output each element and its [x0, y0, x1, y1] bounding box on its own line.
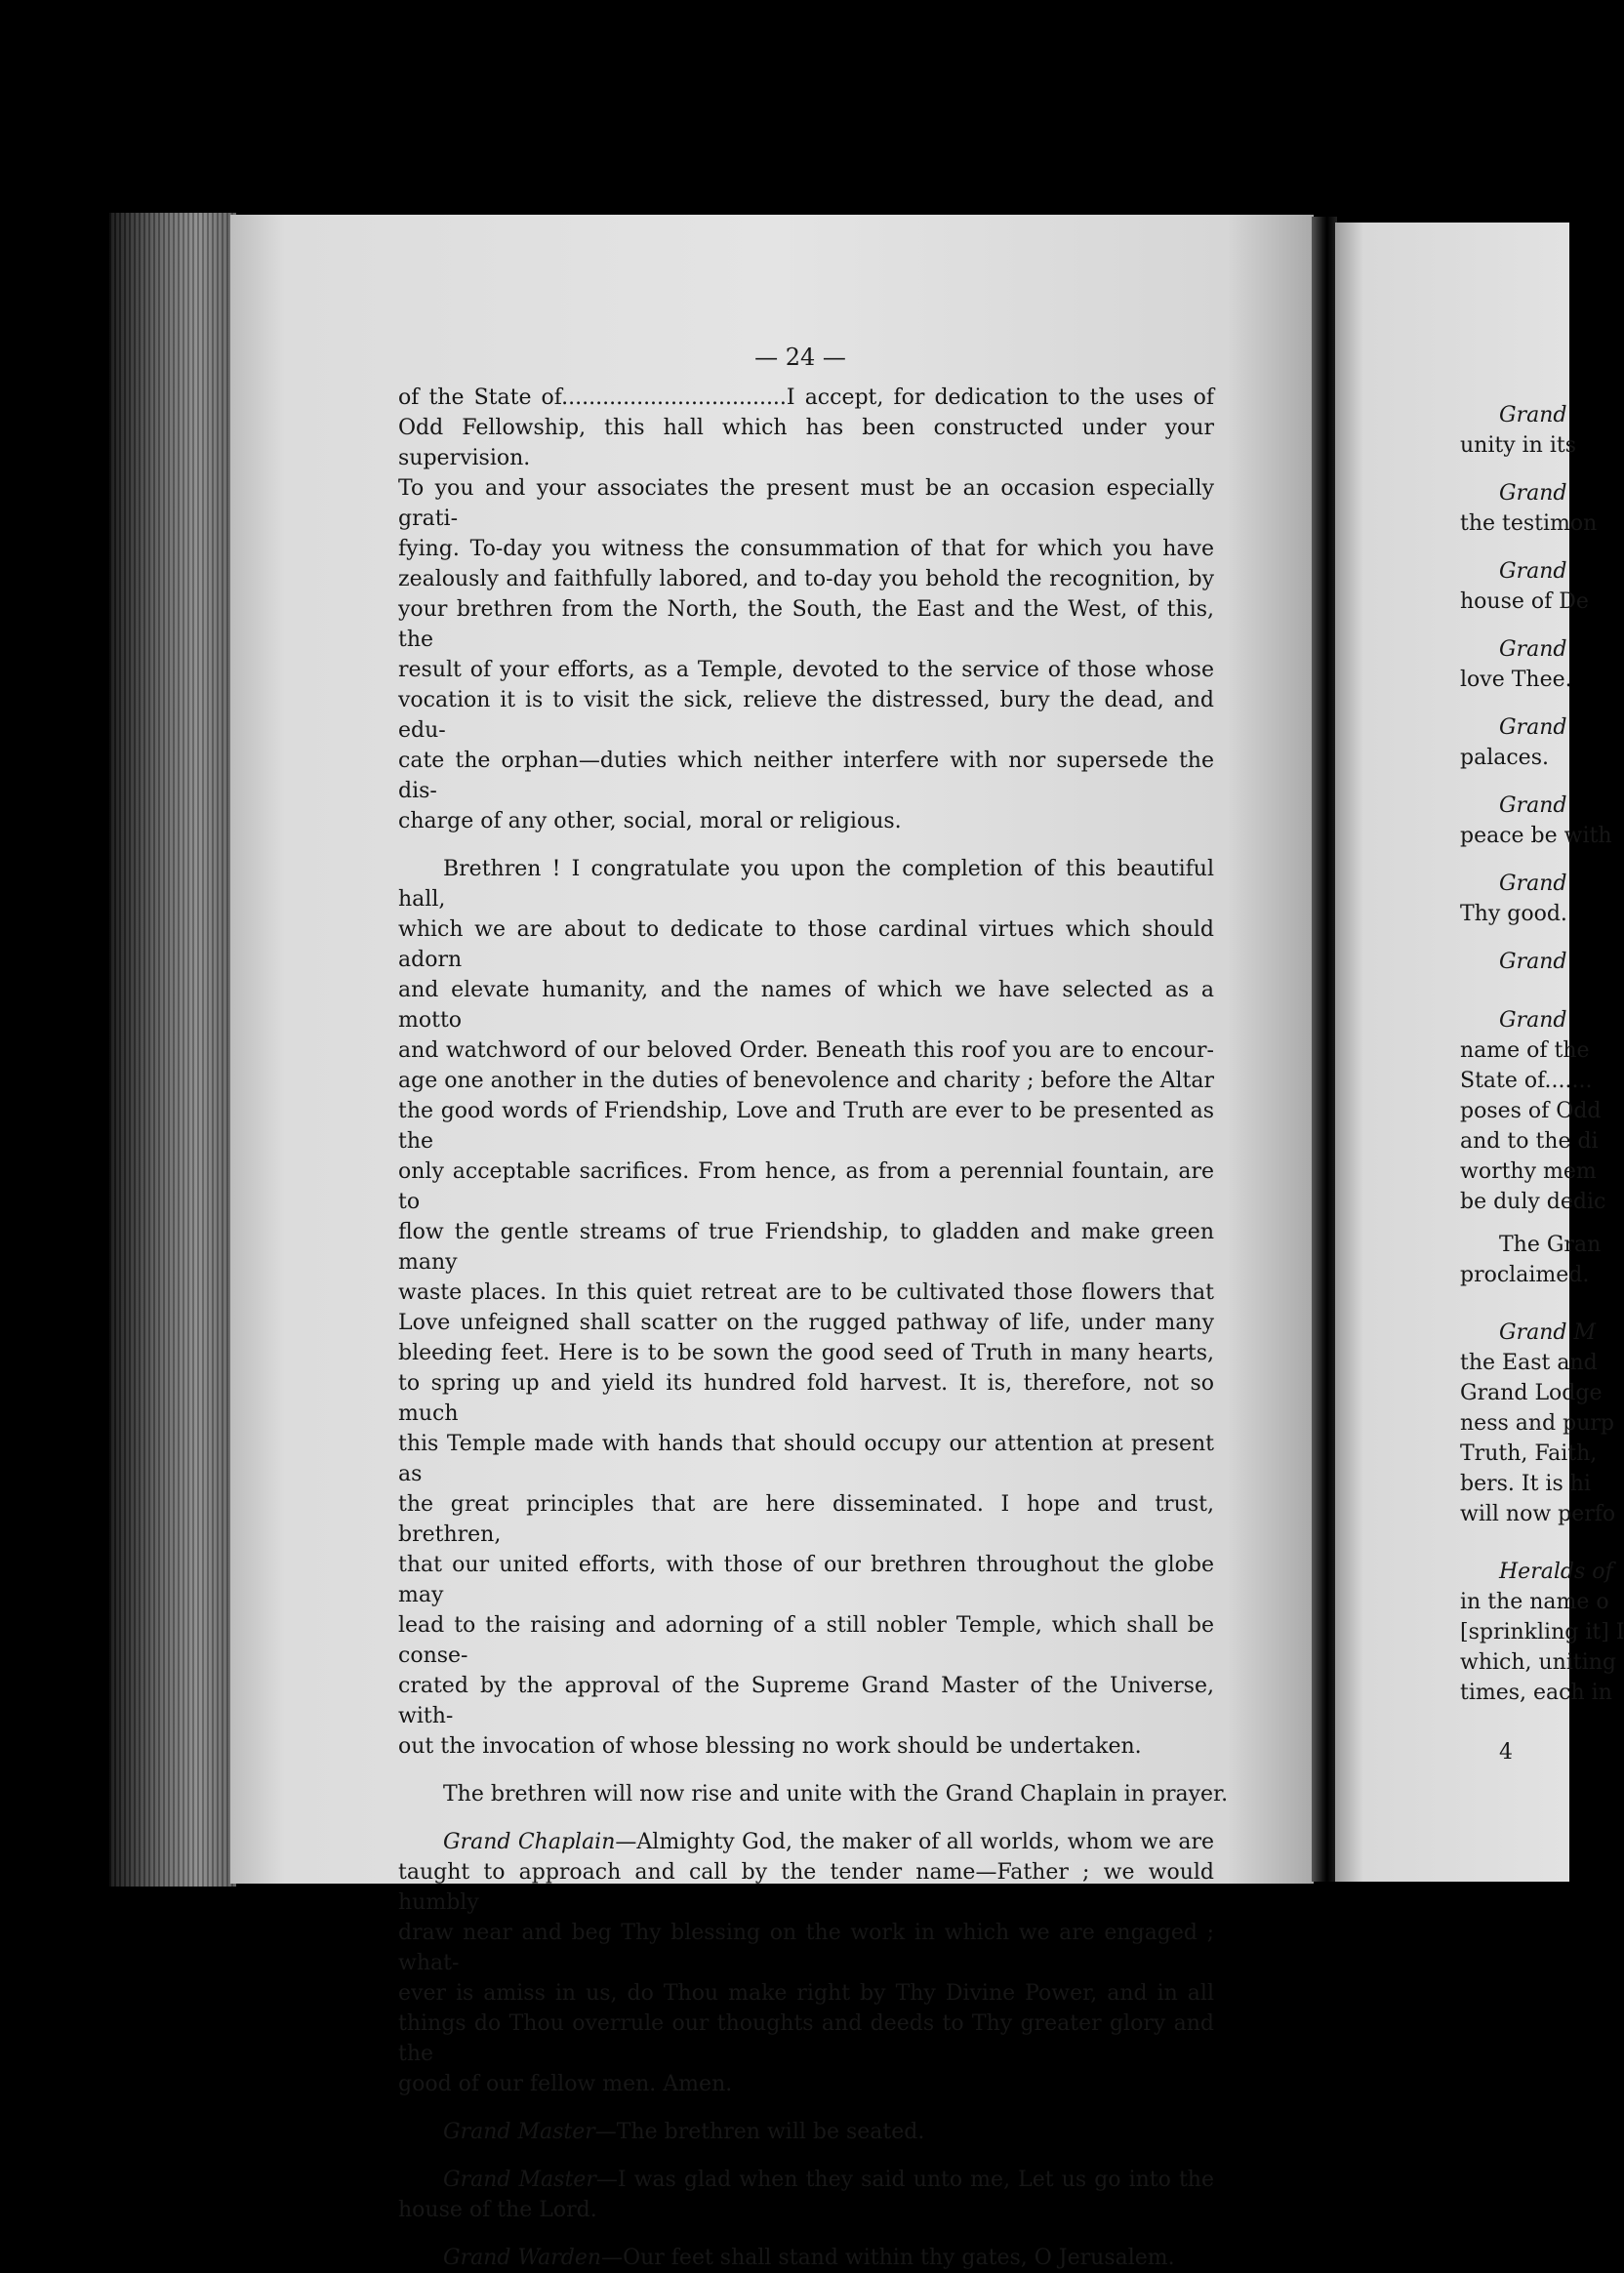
paragraph-rise: The brethren will now rise and unite with the Grand Chaplain in prayer. [443, 1782, 1229, 1806]
text-line: ever is amiss in us, do Thou make right by Thy Divine Power, and in all [398, 1981, 1214, 2006]
right-page-line: name of the [1460, 1038, 1590, 1063]
right-page-line: unity in its [1460, 433, 1577, 458]
text-line: things do Thou overrule our thoughts and deeds to Thy greater glory and the [398, 2011, 1214, 2066]
right-page-line: Grand [1499, 1008, 1567, 1033]
right-page-line: house of De [1460, 589, 1589, 614]
right-page-line: and to the di [1460, 1129, 1599, 1154]
right-page-line: Grand [1499, 793, 1567, 818]
text-line: Love unfeigned shall scatter on the rugged pathway of life, under many [398, 1311, 1214, 1335]
text-line: Grand Chaplain—Almighty God, the maker of all worlds, whom we are [443, 1830, 1214, 1854]
speaker-grand-chaplain: Grand Chaplain [443, 1830, 616, 1854]
right-page-line: Grand [1499, 715, 1567, 740]
right-page-line: love Thee. [1460, 668, 1572, 692]
left-page-text [398, 383, 1229, 2273]
speaker-grand-master: Grand Master [443, 2120, 595, 2144]
text-line: fying. To-day you witness the consummation of that for which you have [398, 537, 1214, 561]
right-page-line: which, uniting [1460, 1650, 1617, 1675]
right-page-line: Grand [1499, 637, 1567, 662]
right-page-line: in the name o [1460, 1590, 1609, 1614]
right-page-line: the East and [1460, 1351, 1598, 1375]
right-page-line: Grand [1499, 872, 1567, 896]
speaker-grand-master: Grand Master [443, 2168, 596, 2192]
text-line: and elevate humanity, and the names of which we have selected as a motto [398, 978, 1214, 1033]
page-number: — 24 — [754, 344, 846, 371]
book-gutter [1312, 217, 1337, 1882]
speaker-grand-warden: Grand Warden [443, 2246, 602, 2270]
text-line: zealously and faithfully labored, and to-day you behold the recognition, by [398, 567, 1214, 591]
paragraph-grand-master-2 [398, 2165, 1214, 2225]
text-line: lead to the raising and adorning of a still nobler Temple, which shall be conse- [398, 1613, 1214, 1668]
right-page-line: the testimon [1460, 511, 1598, 536]
right-page-line: 4 [1499, 1740, 1513, 1765]
text-line: waste places. In this quiet retreat are to be cultivated those flowers that [398, 1280, 1214, 1305]
paragraph-brethren [398, 854, 1214, 1762]
text-line: flow the gentle streams of true Friendship, to gladden and make green many [398, 1220, 1214, 1275]
right-page-line: times, each in [1460, 1681, 1612, 1705]
text-line: crated by the approval of the Supreme Grand Master of the Universe, with- [398, 1674, 1214, 1728]
text-line: out the invocation of whose blessing no work should be undertaken. [398, 1734, 1142, 1759]
text-line: bleeding feet. Here is to be sown the good seed of Truth in many hearts, [398, 1341, 1214, 1365]
text-line: vocation it is to visit the sick, relieve the distressed, bury the dead, and edu- [398, 688, 1214, 743]
text-line: good of our fellow men. Amen. [398, 2072, 733, 2096]
right-page-line: The Gran [1499, 1233, 1602, 1257]
text-line: and watchword of our beloved Order. Beneath this roof you are to encour- [398, 1038, 1214, 1063]
text-line: your brethren from the North, the South, the East and the West, of this, the [398, 597, 1214, 652]
right-page-line: be duly dedic [1460, 1190, 1606, 1214]
text-line: only acceptable sacrifices. From hence, as from a perennial fountain, are to [398, 1159, 1214, 1214]
right-page-line: worthy mem [1460, 1159, 1597, 1184]
right-page-line: Grand [1499, 559, 1567, 584]
right-page-line: Grand [1499, 481, 1567, 506]
text-line: charge of any other, social, moral or religious. [398, 809, 902, 833]
right-page-line: peace be with [1460, 824, 1612, 848]
right-page-line: will now perfo [1460, 1502, 1616, 1526]
right-page-line: poses of Odd [1460, 1099, 1602, 1123]
text-line: Grand Master—I was glad when they said unto me, Let us go into the [443, 2168, 1214, 2192]
paragraph-grand-master-1 [398, 2117, 1214, 2147]
grand-warden-line: —Our feet shall stand within thy gates, O Jerusalem. [601, 2246, 1175, 2270]
text-line: Brethren ! I congratulate you upon the completion of this beautiful hall, [398, 857, 1214, 912]
right-page-line: palaces. [1460, 746, 1549, 770]
right-page-line: ness and purp [1460, 1411, 1614, 1436]
text-line: of the State of.................................I accept, for dedication to the uses of [398, 386, 1214, 410]
right-page-line: Thy good. [1460, 902, 1567, 926]
text-line: cate the orphan—duties which neither interfere with nor supersede the dis- [398, 749, 1214, 803]
right-page-line: Heralds of [1499, 1560, 1613, 1584]
text-line: this Temple made with hands that should occupy our attention at present as [398, 1432, 1214, 1486]
grand-master-line-1: —The brethren will be seated. [594, 2120, 925, 2144]
right-page-line: State of....... [1460, 1069, 1593, 1093]
paragraph-grand-warden [398, 2243, 1214, 2273]
right-page-line: [sprinkling it] I [1460, 1620, 1624, 1644]
text-line: To you and your associates the present must be an occasion especially grati- [398, 476, 1214, 531]
text-line: the good words of Friendship, Love and Truth are ever to be presented as the [398, 1099, 1214, 1154]
right-page-line: Grand [1499, 950, 1567, 974]
text-line: taught to approach and call by the tender name—Father ; we would humbly [398, 1860, 1214, 1915]
text-line: Odd Fellowship, this hall which has been constructed under your supervision. [398, 416, 1214, 470]
right-page-line: proclaimed. [1460, 1263, 1590, 1287]
text-line: which we are about to dedicate to those cardinal virtues which should adorn [398, 917, 1214, 972]
paragraph-dedication [398, 383, 1214, 836]
right-page-line: Truth, Faith, [1460, 1441, 1598, 1466]
right-page-line: Grand Lodge [1460, 1381, 1603, 1405]
paragraph-prayer [398, 1827, 1214, 2099]
book-page-edges [109, 213, 236, 1887]
right-page-line: Grand M [1499, 1320, 1596, 1345]
text-line: the great principles that are here disseminated. I hope and trust, brethren, [398, 1492, 1214, 1547]
text-line: to spring up and yield its hundred fold harvest. It is, therefore, not so much [398, 1371, 1214, 1426]
text-line: house of the Lord. [398, 2198, 597, 2222]
right-page-line: bers. It is hi [1460, 1472, 1591, 1496]
text-line: result of your efforts, as a Temple, devoted to the service of those whose [398, 658, 1214, 682]
text-line: that our united efforts, with those of our brethren throughout the globe may [398, 1553, 1214, 1607]
text-line: draw near and beg Thy blessing on the work in which we are engaged ; what- [398, 1921, 1214, 1975]
right-page-line: Grand [1499, 403, 1567, 427]
text-line: age one another in the duties of benevolence and charity ; before the Altar [398, 1069, 1214, 1093]
